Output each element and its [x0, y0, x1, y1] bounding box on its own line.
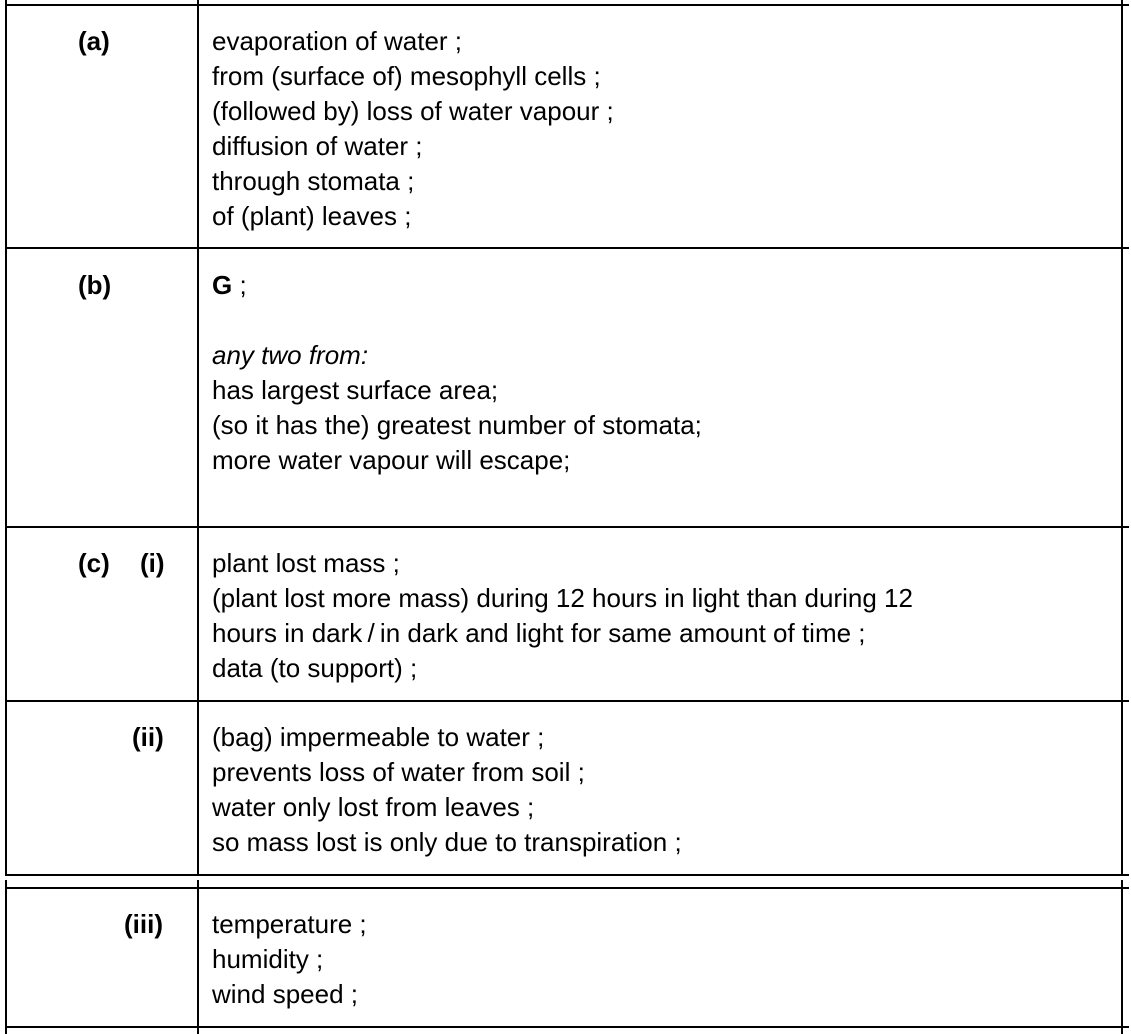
answer-suffix: ;	[232, 270, 247, 300]
answer-line: (followed by) loss of water vapour ;	[212, 96, 614, 126]
question-label-c: (c)	[78, 548, 110, 578]
question-label-c-i: (i)	[140, 548, 165, 578]
answer-line: prevents loss of water from soil ;	[212, 757, 585, 787]
answer-line: so mass lost is only due to transpiration ;	[212, 827, 682, 857]
column-divider-2	[197, 880, 199, 1034]
answer-line: evaporation of water ;	[212, 26, 463, 56]
table-border-left	[5, 0, 7, 876]
spacer	[212, 303, 702, 338]
table-border-left-2	[5, 880, 7, 1034]
answer-line: hours in dark / in dark and light for same amount of time ;	[212, 618, 866, 648]
answer-line: diffusion of water ;	[212, 131, 423, 161]
answer-qualifier: any two from:	[212, 340, 369, 370]
answer-c-i	[212, 546, 913, 686]
answer-a	[212, 24, 614, 234]
answer-line: humidity ;	[212, 944, 324, 974]
answer-line-choice	[212, 268, 702, 303]
answer-line: wind speed ;	[212, 979, 358, 1009]
table-border-right	[1121, 0, 1123, 876]
column-divider	[197, 0, 199, 876]
answer-c-ii	[212, 720, 682, 860]
answer-line: of (plant) leaves ;	[212, 201, 412, 231]
table-border-right-2	[1121, 880, 1123, 1034]
answer-line: water only lost from leaves ;	[212, 792, 535, 822]
answer-b	[212, 268, 702, 478]
row-divider-ci-cii	[5, 700, 1129, 702]
answer-line: has largest surface area;	[212, 375, 499, 405]
answer-line: through stomata ;	[212, 166, 415, 196]
answer-letter: G	[212, 270, 233, 300]
answer-line: temperature ;	[212, 909, 367, 939]
table-border-top	[5, 4, 1129, 6]
answer-line: (so it has the) greatest number of stomata;	[212, 410, 702, 440]
answer-c-iii	[212, 907, 367, 1012]
row-divider-b-c	[5, 526, 1129, 528]
table-section-top	[5, 887, 1129, 889]
table-section-bottom	[5, 874, 1129, 876]
row-divider-a-b	[5, 247, 1129, 249]
answer-line: from (surface of) mesophyll cells ;	[212, 61, 601, 91]
question-label-a: (a)	[78, 26, 110, 56]
answer-line: (bag) impermeable to water ;	[212, 722, 545, 752]
answer-line: (plant lost more mass) during 12 hours in light than during 12	[212, 583, 913, 613]
question-label-b: (b)	[78, 270, 112, 300]
table-border-bottom	[5, 1026, 1129, 1028]
question-label-c-iii: (iii)	[124, 909, 163, 939]
answer-line: more water vapour will escape;	[212, 445, 571, 475]
answer-line: data (to support) ;	[212, 653, 418, 683]
answer-line: plant lost mass ;	[212, 548, 400, 578]
question-label-c-ii: (ii)	[132, 722, 164, 752]
